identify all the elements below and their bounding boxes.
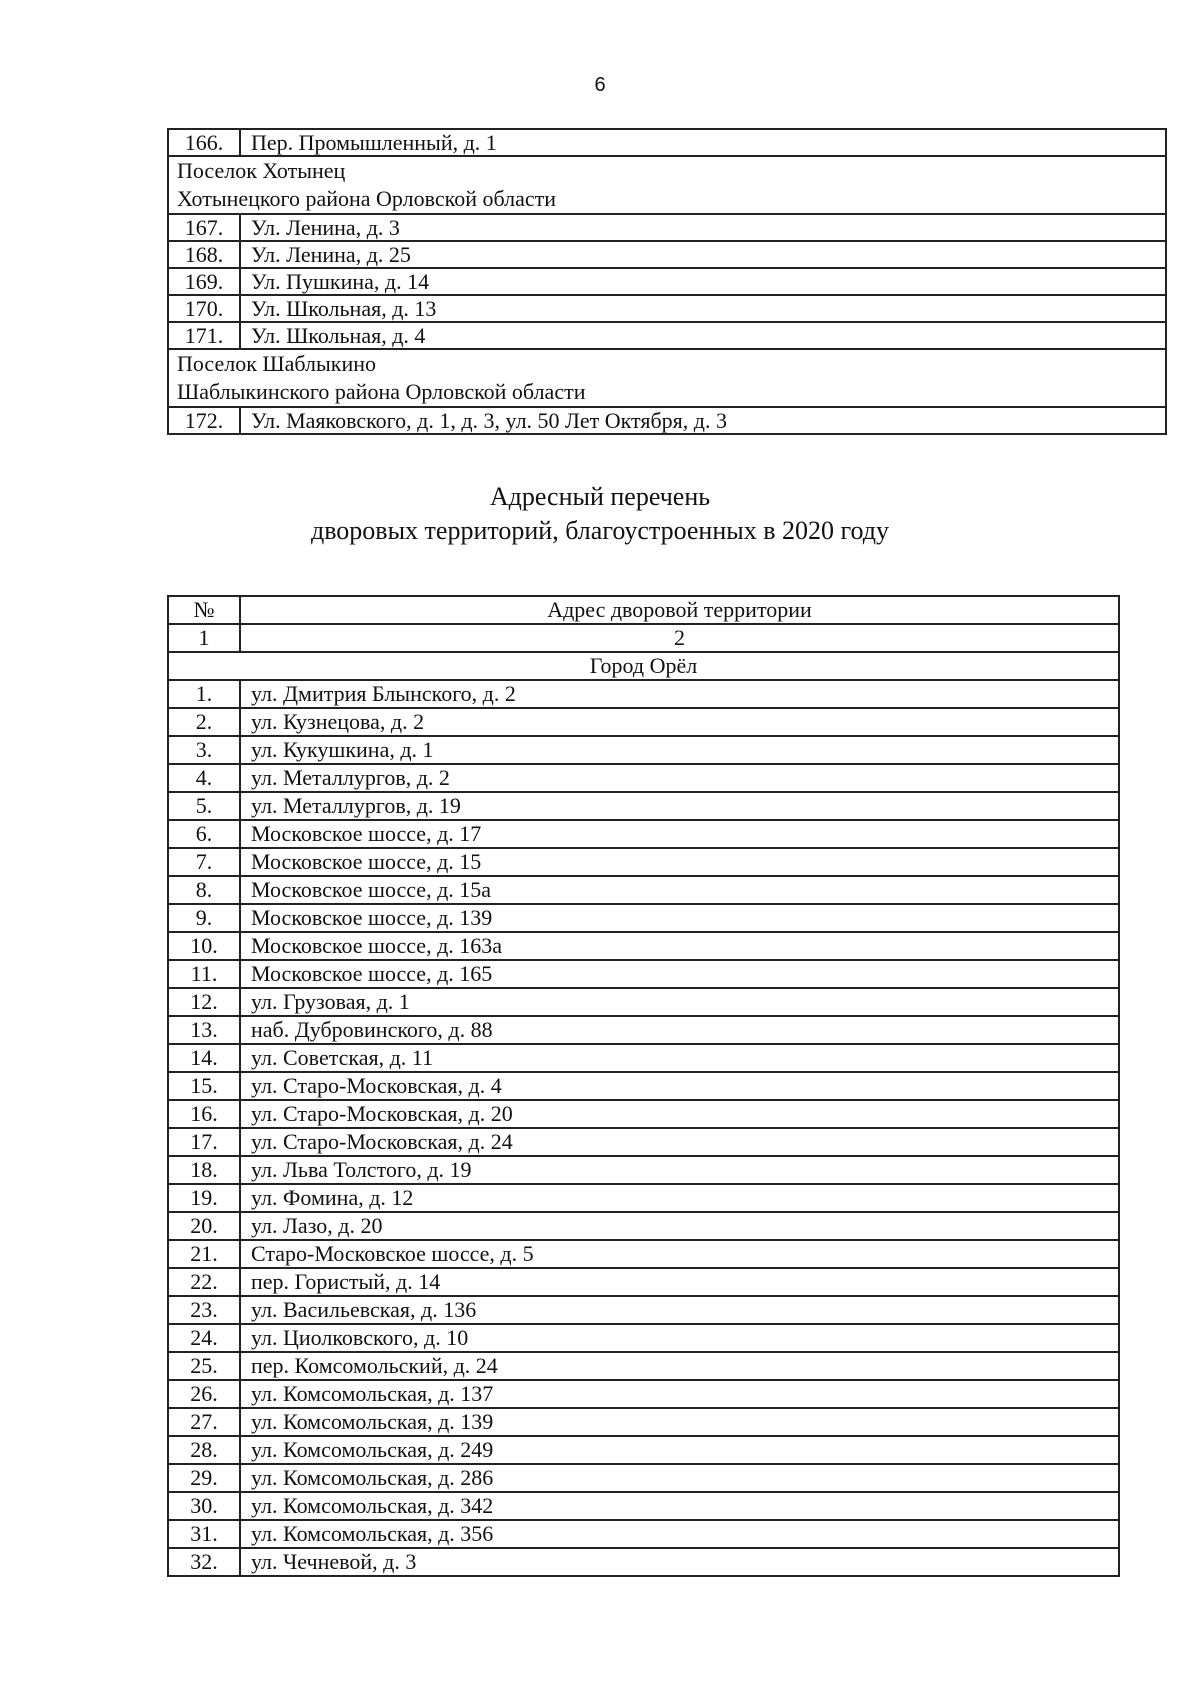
row-address: ул. Васильевская, д. 136: [240, 1296, 1119, 1324]
row-address: ул. Чечневой, д. 3: [240, 1548, 1119, 1576]
row-address: ул. Кукушкина, д. 1: [240, 736, 1119, 764]
row-address: пер. Гористый, д. 14: [240, 1268, 1119, 1296]
row-number: 12.: [168, 988, 240, 1016]
table-row: [168, 1212, 1119, 1240]
row-number: 168.: [168, 241, 240, 268]
table-header-row: [168, 596, 1119, 624]
table-row: [168, 1352, 1119, 1380]
table-row: [168, 820, 1119, 848]
row-number: 30.: [168, 1492, 240, 1520]
row-number: 27.: [168, 1408, 240, 1436]
row-address: ул. Кузнецова, д. 2: [240, 708, 1119, 736]
row-number: 31.: [168, 1520, 240, 1548]
row-number: 5.: [168, 792, 240, 820]
row-number: 8.: [168, 876, 240, 904]
table-row: [168, 1184, 1119, 1212]
address-list-table-2020: [167, 595, 1120, 1577]
row-address: ул. Старо-Московская, д. 4: [240, 1072, 1119, 1100]
row-address: Старо-Московское шоссе, д. 5: [240, 1240, 1119, 1268]
row-address: ул. Комсомольская, д. 356: [240, 1520, 1119, 1548]
table-row: [168, 322, 1166, 349]
address-list-body: [168, 680, 1119, 1576]
row-number: 170.: [168, 295, 240, 322]
row-address: ул. Комсомольская, д. 286: [240, 1464, 1119, 1492]
table-row: [168, 1380, 1119, 1408]
row-number: 171.: [168, 322, 240, 349]
table-row: [168, 268, 1166, 295]
table-row: [168, 708, 1119, 736]
row-number: 29.: [168, 1464, 240, 1492]
table-row: [168, 932, 1119, 960]
table-row: [168, 1548, 1119, 1576]
table-row: [168, 1296, 1119, 1324]
section-header-shablykino: [168, 349, 1166, 407]
row-address: ул. Грузовая, д. 1: [240, 988, 1119, 1016]
table-row: [168, 407, 1166, 434]
section-title: [168, 156, 1166, 214]
row-address: Ул. Ленина, д. 25: [240, 241, 1166, 268]
table-row: [168, 1100, 1119, 1128]
section-title: Город Орёл: [168, 652, 1119, 680]
row-number: 1.: [168, 680, 240, 708]
table-row: [168, 764, 1119, 792]
table-row: [168, 1464, 1119, 1492]
table-row: [168, 241, 1166, 268]
page-number: 6: [594, 74, 606, 96]
row-number: 19.: [168, 1184, 240, 1212]
row-number: 3.: [168, 736, 240, 764]
row-number: 9.: [168, 904, 240, 932]
table-row: [168, 1520, 1119, 1548]
row-number: 4.: [168, 764, 240, 792]
table-row: [168, 1072, 1119, 1100]
section-title-line2: Хотынецкого района Орловской области: [177, 186, 557, 211]
row-address: Московское шоссе, д. 165: [240, 960, 1119, 988]
table-row: [168, 1240, 1119, 1268]
row-number: 15.: [168, 1072, 240, 1100]
row-address: ул. Старо-Московская, д. 20: [240, 1100, 1119, 1128]
row-address: ул. Советская, д. 11: [240, 1044, 1119, 1072]
row-number: 2.: [168, 708, 240, 736]
table-row: [168, 1492, 1119, 1520]
column-header-number: №: [168, 596, 240, 624]
table-row: [168, 214, 1166, 241]
table-row: [168, 1268, 1119, 1296]
row-address: Московское шоссе, д. 15а: [240, 876, 1119, 904]
row-address: Ул. Школьная, д. 4: [240, 322, 1166, 349]
table-row: [168, 1016, 1119, 1044]
row-address: Ул. Школьная, д. 13: [240, 295, 1166, 322]
row-address: Московское шоссе, д. 139: [240, 904, 1119, 932]
row-address: Московское шоссе, д. 163а: [240, 932, 1119, 960]
row-number: 16.: [168, 1100, 240, 1128]
row-address: Ул. Маяковского, д. 1, д. 3, ул. 50 Лет Октября, д. 3: [240, 407, 1166, 434]
table-row: [168, 295, 1166, 322]
section-header-khotynets: [168, 156, 1166, 214]
row-number: 26.: [168, 1380, 240, 1408]
row-address: ул. Циолковского, д. 10: [240, 1324, 1119, 1352]
row-address: Московское шоссе, д. 17: [240, 820, 1119, 848]
list-heading-line1: Адресный перечень: [489, 482, 711, 511]
row-number: 6.: [168, 820, 240, 848]
column-number-2: 2: [240, 624, 1119, 652]
row-number: 14.: [168, 1044, 240, 1072]
table-row: [168, 736, 1119, 764]
row-address: ул. Старо-Московская, д. 24: [240, 1128, 1119, 1156]
section-header-orel: [168, 652, 1119, 680]
row-number: 23.: [168, 1296, 240, 1324]
table-row: [168, 1408, 1119, 1436]
list-heading-line2: дворовых территорий, благоустроенных в 2020 году: [310, 516, 889, 545]
table-row: [168, 1324, 1119, 1352]
table-row: [168, 988, 1119, 1016]
row-address: Ул. Ленина, д. 3: [240, 214, 1166, 241]
row-number: 24.: [168, 1324, 240, 1352]
column-numbers-row: [168, 624, 1119, 652]
row-number: 10.: [168, 932, 240, 960]
row-address: ул. Дмитрия Блынского, д. 2: [240, 680, 1119, 708]
row-number: 172.: [168, 407, 240, 434]
row-number: 28.: [168, 1436, 240, 1464]
row-address: Ул. Пушкина, д. 14: [240, 268, 1166, 295]
row-number: 22.: [168, 1268, 240, 1296]
row-address: ул. Фомина, д. 12: [240, 1184, 1119, 1212]
section-title: [168, 349, 1166, 407]
row-address: Московское шоссе, д. 15: [240, 848, 1119, 876]
row-address: ул. Металлургов, д. 19: [240, 792, 1119, 820]
row-number: 167.: [168, 214, 240, 241]
row-address: пер. Комсомольский, д. 24: [240, 1352, 1119, 1380]
row-number: 21.: [168, 1240, 240, 1268]
table-row: [168, 876, 1119, 904]
table-row: [168, 792, 1119, 820]
row-number: 20.: [168, 1212, 240, 1240]
row-address: Пер. Промышленный, д. 1: [240, 129, 1166, 156]
row-address: ул. Комсомольская, д. 137: [240, 1380, 1119, 1408]
row-number: 32.: [168, 1548, 240, 1576]
row-address: ул. Комсомольская, д. 139: [240, 1408, 1119, 1436]
row-number: 18.: [168, 1156, 240, 1184]
row-address: ул. Металлургов, д. 2: [240, 764, 1119, 792]
row-number: 169.: [168, 268, 240, 295]
section-title-line1: Поселок Шаблыкино: [177, 351, 376, 376]
column-number-1: 1: [168, 624, 240, 652]
table-row: [168, 1044, 1119, 1072]
row-number: 7.: [168, 848, 240, 876]
table-row: [168, 848, 1119, 876]
row-number: 166.: [168, 129, 240, 156]
section-title-line1: Поселок Хотынец: [177, 158, 346, 183]
row-number: 25.: [168, 1352, 240, 1380]
row-number: 11.: [168, 960, 240, 988]
column-header-address: Адрес дворовой территории: [240, 596, 1119, 624]
table-row: [168, 904, 1119, 932]
row-number: 13.: [168, 1016, 240, 1044]
section-title-line2: Шаблыкинского района Орловской области: [177, 379, 586, 404]
row-address: наб. Дубровинского, д. 88: [240, 1016, 1119, 1044]
row-address: ул. Льва Толстого, д. 19: [240, 1156, 1119, 1184]
address-table-continued: [167, 128, 1167, 435]
row-number: 17.: [168, 1128, 240, 1156]
table-row: [168, 1128, 1119, 1156]
table-row: [168, 960, 1119, 988]
table-row: [168, 680, 1119, 708]
table-row: [168, 1156, 1119, 1184]
table-row: [168, 129, 1166, 156]
row-address: ул. Лазо, д. 20: [240, 1212, 1119, 1240]
table-row: [168, 1436, 1119, 1464]
row-address: ул. Комсомольская, д. 249: [240, 1436, 1119, 1464]
row-address: ул. Комсомольская, д. 342: [240, 1492, 1119, 1520]
address-table-continued-body: [168, 129, 1166, 434]
